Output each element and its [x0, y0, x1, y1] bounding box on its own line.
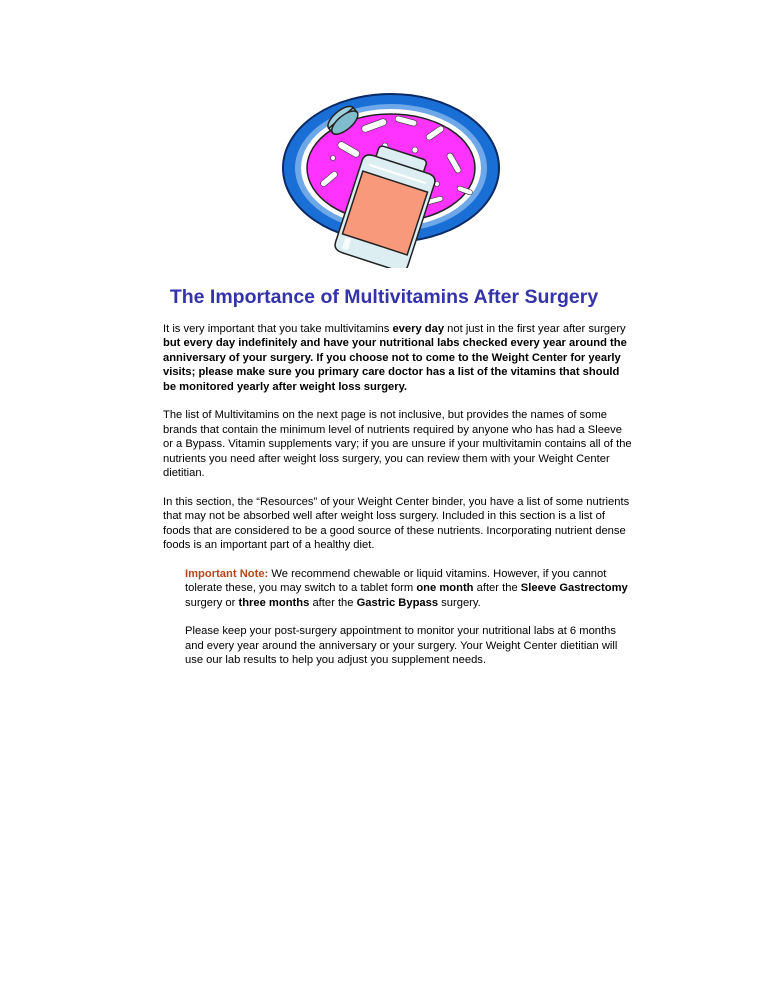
bold-text: Sleeve Gastrectomy: [520, 582, 628, 595]
bold-text: every day: [392, 323, 445, 335]
text-run: surgery or: [185, 596, 239, 609]
text-run: after the: [309, 596, 357, 609]
vitamin-bottle-icon: [275, 88, 507, 268]
text-run: surgery.: [438, 596, 481, 609]
paragraph-intro: [163, 322, 633, 394]
text-run: We recommend chewable or liquid vitamins. However, if you cannot tolerate these, you may switch to a tablet form: [185, 567, 607, 595]
paragraph-resources: In this section, the “Resources” of your Weight Center binder, you have a list of some nutrients that may not be absorbed well after weight loss surgery. Included in this section is a list of foods that are considered to be a good source of these nutrients. Incorporating nutrient dense foods is an important part of a healthy diet.: [163, 495, 630, 552]
paragraph-multivitamin-list: The list of Multivitamins on the next page is not inclusive, but provides the names of some brands that contain the minimum level of nutrients required by anyone who has had a Sleeve or a Bypass. Vitamin supplements vary; if you are unsure if your multivitamin contains all of the nutrients you need after weight loss surgery, you can review them with your Weight Center dietitian.: [163, 409, 632, 480]
document-body: [163, 322, 633, 682]
text-run: after the: [473, 582, 521, 595]
bold-text: one month: [416, 582, 474, 595]
important-note: [185, 567, 633, 610]
page-title: The Importance of Multivitamins After Surgery: [169, 286, 599, 308]
bold-text: Gastric Bypass: [356, 596, 439, 609]
note-label: Important Note:: [185, 567, 269, 580]
text-run: It is very important that you take multivitamins: [163, 323, 393, 335]
text-run: not just in the first year after surgery: [444, 323, 626, 335]
paragraph-appointment: Please keep your post-surgery appointment to monitor your nutritional labs at 6 months and every year around the anniversary or your surgery. Your Weight Center dietitian will use our lab results to help you adjust you supplement needs.: [185, 625, 618, 667]
bold-text: three months: [238, 596, 310, 609]
bold-text: but every day indefinitely and have your nutritional labs checked every year around the anniversary of your surgery. If you choose not to come to the Weight Center for yearly visits; please make sure you primary care doctor has a list of the vitamins that should be monitored yearly after weight loss surgery.: [163, 337, 627, 393]
